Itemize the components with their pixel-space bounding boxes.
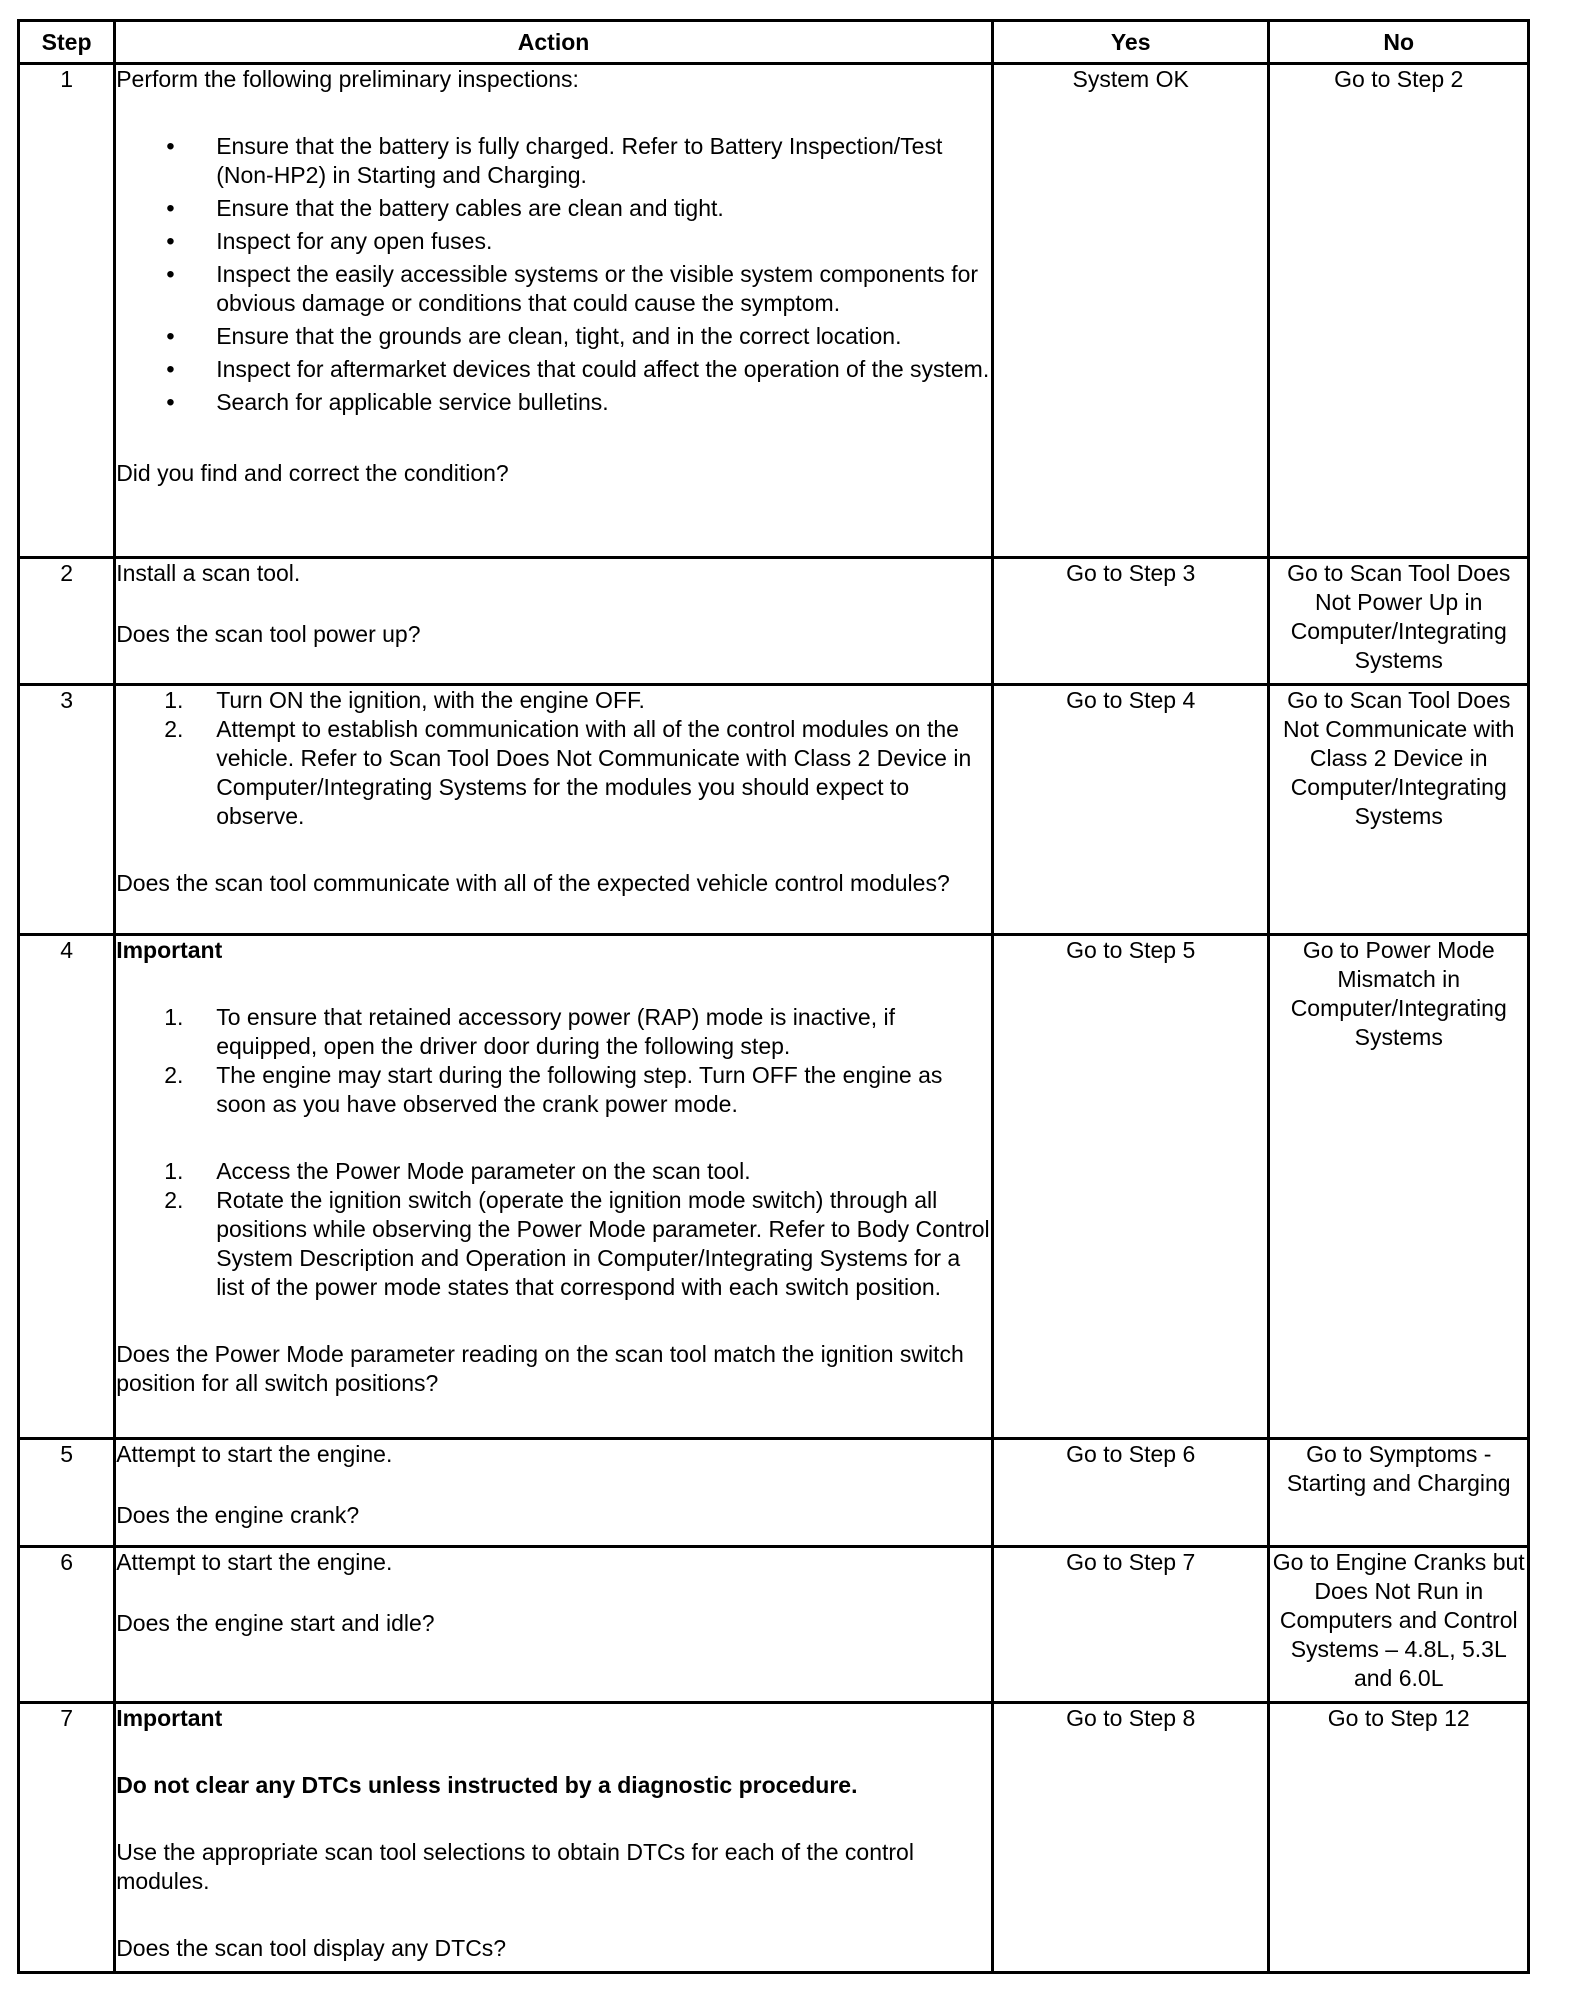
list-item: • Search for applicable service bulletins.: [116, 388, 991, 417]
list-number: 2.: [164, 716, 184, 742]
action-cell: [115, 1547, 993, 1703]
inspection-list: [116, 132, 991, 417]
table-row: [19, 64, 1529, 558]
important-label: Important: [116, 1705, 223, 1731]
header-row: [19, 21, 1529, 64]
list-number: 2.: [164, 1187, 184, 1213]
header-yes: Yes: [992, 21, 1269, 64]
step-number: 2: [19, 558, 115, 685]
list-item: [116, 715, 991, 831]
list-text: Rotate the ignition switch (operate the ignition mode switch) through all positions while observing the Power Mode parameter. Refer to Body Control System Description and Operation in Computer/Integrating Systems for a list of the power mode states that correspond with each switch position.: [216, 1187, 990, 1300]
step-number: 7: [19, 1703, 115, 1973]
action-intro: Install a scan tool.: [116, 560, 301, 586]
yes-cell: Go to Step 3: [992, 558, 1269, 685]
table-row: [19, 558, 1529, 685]
warning-text: Do not clear any DTCs unless instructed by a diagnostic procedure.: [116, 1772, 858, 1798]
table-row: [19, 1439, 1529, 1547]
header-no: No: [1269, 21, 1529, 64]
action-intro: Use the appropriate scan tool selections to obtain DTCs for each of the control modules.: [116, 1839, 914, 1894]
step-number: 1: [19, 64, 115, 558]
yes-cell: Go to Step 4: [992, 685, 1269, 935]
header-step: Step: [19, 21, 115, 64]
step-number: 4: [19, 935, 115, 1439]
list-number: 1.: [164, 1158, 184, 1184]
action-question: Does the Power Mode parameter reading on the scan tool match the ignition switch position for all switch positions?: [116, 1341, 964, 1396]
action-question: Does the engine crank?: [116, 1502, 360, 1528]
list-item: • Ensure that the battery is fully charged. Refer to Battery Inspection/Test (Non-HP2) in Starting and Charging.: [116, 132, 991, 190]
list-text: Turn ON the ignition, with the engine OFF.: [216, 687, 645, 713]
action-question: Does the scan tool power up?: [116, 621, 421, 647]
no-cell: Go to Scan Tool Does Not Power Up in Computer/Integrating Systems: [1269, 558, 1529, 685]
list-number: 2.: [164, 1062, 184, 1088]
table-row: [19, 935, 1529, 1439]
no-cell: Go to Step 12: [1269, 1703, 1529, 1973]
list-item: • Ensure that the grounds are clean, tight, and in the correct location.: [116, 322, 991, 351]
action-intro: Attempt to start the engine.: [116, 1441, 393, 1467]
list-text: Attempt to establish communication with all of the control modules on the vehicle. Refer to Scan Tool Does Not Communicate with Class 2 Device in Computer/Integrating Systems for the modules you should expect to observe.: [216, 716, 972, 829]
action-cell: [115, 685, 993, 935]
yes-cell: Go to Step 5: [992, 935, 1269, 1439]
no-cell: Go to Symptoms - Starting and Charging: [1269, 1439, 1529, 1547]
yes-cell: Go to Step 8: [992, 1703, 1269, 1973]
table-row: [19, 1703, 1529, 1973]
action-cell: [115, 1703, 993, 1973]
list-item: [116, 686, 991, 715]
list-item: [116, 1157, 991, 1186]
diagnostic-table: [17, 19, 1530, 1974]
list-number: 1.: [164, 1004, 184, 1030]
numbered-list: [116, 1157, 991, 1302]
table-row: [19, 685, 1529, 935]
numbered-list: [116, 1003, 991, 1119]
yes-cell: Go to Step 6: [992, 1439, 1269, 1547]
action-intro: Perform the following preliminary inspections:: [116, 66, 579, 92]
action-cell: [115, 935, 993, 1439]
list-item: [116, 1061, 991, 1119]
list-item: • Inspect for any open fuses.: [116, 227, 991, 256]
action-cell: [115, 64, 993, 558]
list-text: The engine may start during the following step. Turn OFF the engine as soon as you have observed the crank power mode.: [216, 1062, 943, 1117]
no-cell: Go to Step 2: [1269, 64, 1529, 558]
list-number: 1.: [164, 687, 184, 713]
no-cell: Go to Scan Tool Does Not Communicate with Class 2 Device in Computer/Integrating Systems: [1269, 685, 1529, 935]
list-item: • Ensure that the battery cables are clean and tight.: [116, 194, 991, 223]
header-action: Action: [115, 21, 993, 64]
action-cell: [115, 1439, 993, 1547]
list-text: Access the Power Mode parameter on the scan tool.: [216, 1158, 751, 1184]
action-question: Does the scan tool communicate with all of the expected vehicle control modules?: [116, 870, 950, 896]
action-cell: [115, 558, 993, 685]
no-cell: Go to Engine Cranks but Does Not Run in Computers and Control Systems – 4.8L, 5.3L and 6.0L: [1269, 1547, 1529, 1703]
list-item: [116, 1003, 991, 1061]
step-number: 5: [19, 1439, 115, 1547]
list-item: • Inspect for aftermarket devices that could affect the operation of the system.: [116, 355, 991, 384]
step-number: 6: [19, 1547, 115, 1703]
yes-cell: System OK: [992, 64, 1269, 558]
no-cell: Go to Power Mode Mismatch in Computer/Integrating Systems: [1269, 935, 1529, 1439]
table-row: [19, 1547, 1529, 1703]
yes-cell: Go to Step 7: [992, 1547, 1269, 1703]
action-question: Does the scan tool display any DTCs?: [116, 1935, 507, 1961]
action-question: Did you find and correct the condition?: [116, 460, 509, 486]
step-number: 3: [19, 685, 115, 935]
action-question: Does the engine start and idle?: [116, 1610, 435, 1636]
list-item: • Inspect the easily accessible systems or the visible system components for obvious damage or conditions that could cause the symptom.: [116, 260, 991, 318]
important-label: Important: [116, 937, 223, 963]
numbered-list: [116, 686, 991, 831]
action-intro: Attempt to start the engine.: [116, 1549, 393, 1575]
list-text: To ensure that retained accessory power (RAP) mode is inactive, if equipped, open the driver door during the following step.: [216, 1004, 895, 1059]
list-item: [116, 1186, 991, 1302]
